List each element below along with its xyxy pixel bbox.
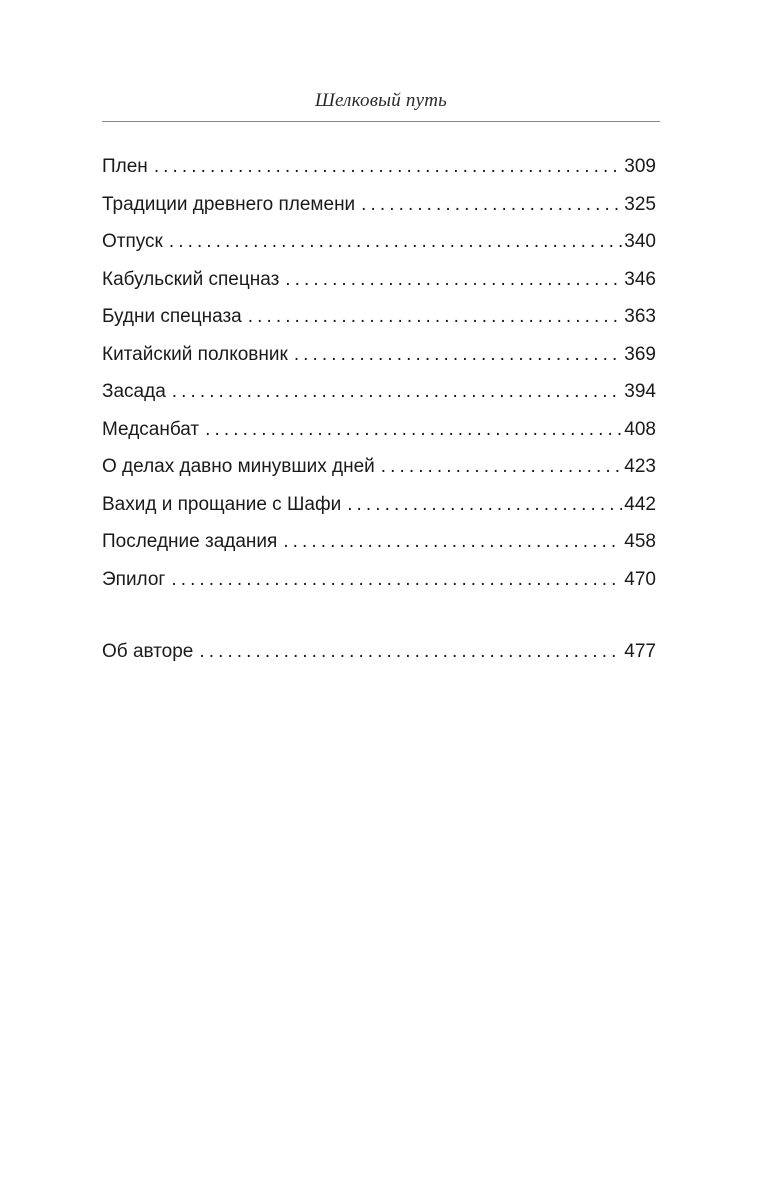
running-head: Шелковый путь bbox=[315, 90, 447, 111]
dot-leader bbox=[171, 561, 622, 599]
toc-entry bbox=[102, 561, 656, 599]
dot-leader bbox=[248, 298, 623, 336]
toc-entry-page: 325 bbox=[624, 193, 656, 215]
toc-entry-title: Отпуск bbox=[102, 231, 163, 252]
toc-entry bbox=[102, 223, 656, 261]
toc-entry-title: Засада bbox=[102, 381, 166, 402]
toc-entry-title: Последние задания bbox=[102, 531, 278, 552]
toc-entry-page: 363 bbox=[624, 306, 656, 327]
toc-entry-page: 458 bbox=[624, 531, 656, 552]
toc-entry-title: Об авторе bbox=[102, 641, 194, 662]
toc-entry bbox=[102, 336, 656, 374]
toc-entry bbox=[102, 448, 656, 486]
table-of-contents bbox=[102, 148, 656, 671]
toc-entry-title: Традиции древнего племени bbox=[102, 193, 356, 215]
toc-entry-page: 309 bbox=[624, 156, 656, 177]
toc-entry-page: 369 bbox=[624, 343, 656, 365]
toc-entry-page: 423 bbox=[624, 456, 656, 477]
dot-leader bbox=[199, 633, 622, 671]
dot-leader bbox=[283, 523, 622, 561]
toc-entry bbox=[102, 411, 656, 449]
toc-entry-title: Вахид и прощание с Шафи bbox=[102, 493, 342, 515]
toc-entry bbox=[102, 298, 656, 336]
toc-entry-page: 477 bbox=[624, 641, 656, 662]
toc-entry-title: Кабульский спецназ bbox=[102, 268, 280, 290]
dot-leader bbox=[205, 411, 622, 449]
dot-leader bbox=[172, 373, 623, 411]
dot-leader bbox=[285, 261, 622, 299]
dot-leader bbox=[169, 223, 622, 261]
toc-entry-title: Эпилог bbox=[102, 568, 166, 590]
toc-entry-title: О делах давно минувших дней bbox=[102, 456, 375, 477]
toc-entry bbox=[102, 523, 656, 561]
dot-leader bbox=[347, 486, 622, 524]
toc-entry bbox=[102, 148, 656, 186]
toc-entry-title: Плен bbox=[102, 156, 148, 177]
toc-entry bbox=[102, 373, 656, 411]
toc-entry-page: 408 bbox=[624, 418, 656, 440]
toc-entry-title: Будни спецназа bbox=[102, 306, 242, 327]
toc-entry bbox=[102, 261, 656, 299]
toc-entry-page: 442 bbox=[624, 493, 656, 515]
header-rule bbox=[102, 121, 660, 122]
toc-entry bbox=[102, 486, 656, 524]
toc-entry-page: 340 bbox=[624, 231, 656, 252]
toc-entry bbox=[102, 186, 656, 224]
toc-entry-title: Китайский полковник bbox=[102, 343, 288, 365]
dot-leader bbox=[381, 448, 623, 486]
toc-entry-page: 394 bbox=[624, 381, 656, 402]
dot-leader bbox=[294, 336, 622, 374]
toc-entry-title: Медсанбат bbox=[102, 418, 200, 440]
toc-appendix-entry bbox=[102, 633, 656, 671]
toc-entry-page: 346 bbox=[624, 268, 656, 290]
toc-entry-page: 470 bbox=[624, 568, 656, 590]
dot-leader bbox=[154, 148, 622, 186]
dot-leader bbox=[361, 186, 622, 224]
